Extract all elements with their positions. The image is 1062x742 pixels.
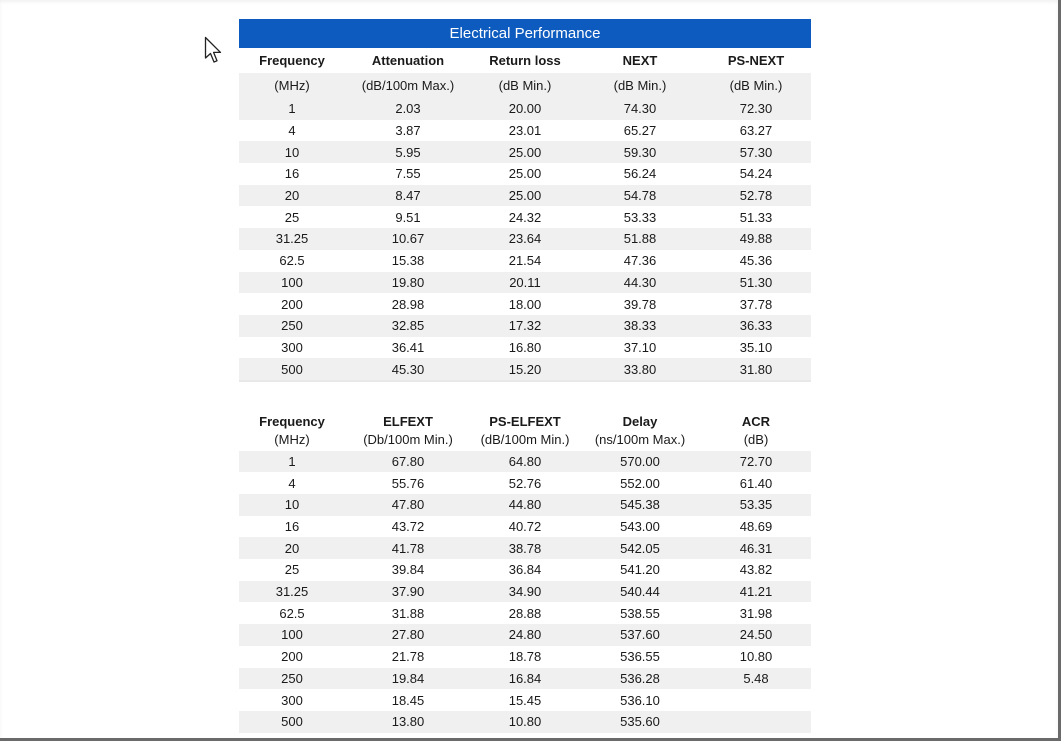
table-cell: 32.85 [345,315,471,337]
column-header: Delay [622,413,658,429]
table-cell: 45.30 [345,358,471,380]
table-cell: 1 [239,451,345,473]
table-cell: 5.48 [701,668,811,690]
unit-label: (dB/100m Min.) [480,432,570,448]
table-cell: 33.80 [579,358,701,380]
table-cell: 31.98 [739,605,773,621]
table-cell: 43.72 [391,519,425,535]
table-cell: 100 [239,272,345,294]
table-cell: 537.60 [579,624,701,646]
table-cell: 43.82 [739,562,773,578]
table-cell: 542.05 [579,537,701,559]
table-cell: 250 [239,668,345,690]
table-cell: 545.38 [579,494,701,516]
units-row [239,429,811,451]
table-cell: 47.36 [623,253,657,269]
table-cell: 300 [281,692,303,708]
column-header: Frequency [259,413,325,429]
table-cell: 8.47 [345,185,471,207]
table-row [239,228,811,250]
table-cell: 21.78 [391,649,425,665]
table-cell: 51.88 [579,228,701,250]
table-row [239,668,811,690]
table-cell: 25.00 [471,185,579,207]
table-cell: 536.55 [620,649,660,665]
table-cell: 19.84 [345,668,471,690]
table-cell: 10.80 [471,711,579,733]
header-row [239,406,811,429]
table-cell: 37.90 [345,581,471,603]
table-row [239,646,811,668]
table-cell: 55.76 [391,475,425,491]
table-cell: 31.88 [391,605,425,621]
table-cell: 54.78 [579,185,701,207]
table-cell: 53.33 [623,209,657,225]
table-cell: 500 [239,711,345,733]
section-title: Electrical Performance [239,19,811,48]
table-row [239,711,811,733]
table-cell: 63.27 [739,123,773,139]
table-cell: 19.80 [345,272,471,294]
unit-label: (dB) [743,432,769,448]
mouse-pointer-icon [204,36,224,66]
units-row [239,73,811,98]
table-cell: 38.78 [471,537,579,559]
table-cell: 24.50 [701,624,811,646]
table-row [239,602,811,624]
table-cell: 16.84 [471,668,579,690]
unit-label: (MHz) [239,73,345,98]
table-cell: 25 [284,562,300,578]
table-cell: 552.00 [620,475,660,491]
table-cell: 25 [284,209,300,225]
table-cell: 53.35 [701,494,811,516]
table-cell: 15.20 [471,358,579,380]
table-cell: 570.00 [579,451,701,473]
table-cell: 18.78 [508,649,542,665]
table-row [239,451,811,473]
table-cell: 23.01 [508,123,542,139]
unit-label: (dB Min.) [579,73,701,98]
table-cell: 51.33 [739,209,773,225]
table-row [239,163,811,185]
table-cell: 500 [239,358,345,380]
table-cell: 16 [284,519,300,535]
table-cell: 200 [281,296,303,312]
table-row [239,315,811,337]
table-cell: 47.80 [345,494,471,516]
table-cell: 540.44 [579,581,701,603]
table-cell: 39.78 [623,296,657,312]
table-cell: 17.32 [471,315,579,337]
table-cell: 9.51 [395,209,421,225]
column-header: NEXT [622,53,658,68]
table-row [239,559,811,581]
table-cell: 38.33 [579,315,701,337]
table-cell: 13.80 [345,711,471,733]
table-row [239,689,811,711]
table-cell: 36.84 [508,562,542,578]
table-cell: 54.24 [739,166,773,182]
table-cell: 41.78 [345,537,471,559]
table-row [239,141,811,163]
table-cell: 52.76 [508,475,542,491]
unit-label: (dB Min.) [471,73,579,98]
table-cell: 3.87 [395,123,421,139]
table-cell: 10.80 [739,649,773,665]
table-cell [701,689,811,711]
table-cell: 27.80 [345,624,471,646]
table-cell: 34.90 [471,581,579,603]
table-cell: 7.55 [395,166,421,182]
table-cell: 16 [284,166,300,182]
table-cell: 31.80 [701,358,811,380]
table-cell: 62.5 [279,605,305,621]
table-cell: 20 [239,185,345,207]
table-cell: 44.30 [579,272,701,294]
table-row [239,98,811,120]
table-cell: 51.30 [701,272,811,294]
table-cell: 21.54 [508,253,542,269]
table-cell: 59.30 [579,141,701,163]
electrical-performance-document [239,19,811,733]
table-row [239,581,811,603]
table-cell: 536.10 [620,692,660,708]
table-row [239,472,811,494]
table-cell: 20.00 [471,98,579,120]
table-row [239,293,811,315]
table-cell: 538.55 [620,605,660,621]
table-cell: 20 [239,537,345,559]
table-cell: 20.11 [471,272,579,294]
unit-label: (ns/100m Max.) [594,432,686,448]
table-cell: 25.00 [471,141,579,163]
table-row [239,206,811,228]
table-cell: 15.38 [391,253,425,269]
table-cell: 36.41 [391,339,425,355]
column-header: ACR [741,413,771,429]
table-cell: 100 [239,624,345,646]
table-row [239,624,811,646]
table-cell: 37.10 [623,339,657,355]
column-header: ELFEXT [383,413,433,429]
table-cell: 56.24 [623,166,657,182]
unit-label: (dB/100m Max.) [345,73,471,98]
spacer [239,381,811,406]
table-cell: 39.84 [391,562,425,578]
table-cell: 44.80 [471,494,579,516]
performance-table [239,48,811,733]
table-cell: 49.88 [701,228,811,250]
table-cell: 62.5 [279,253,305,269]
table-cell: 72.70 [701,451,811,473]
unit-label: (dB Min.) [701,73,811,98]
table-cell [701,711,811,733]
column-header: PS-NEXT [727,53,785,68]
table-cell: 200 [281,649,303,665]
table-cell: 24.80 [471,624,579,646]
table-cell: 64.80 [471,451,579,473]
table-row [239,337,811,359]
table-cell: 16.80 [508,339,542,355]
table-cell: 35.10 [739,339,773,355]
table-cell: 24.32 [508,209,542,225]
table-cell: 40.72 [508,519,542,535]
table-row [239,120,811,142]
unit-label: (MHz) [274,432,310,448]
table-cell: 52.78 [701,185,811,207]
table-cell: 37.78 [739,296,773,312]
unit-label: (Db/100m Min.) [363,432,453,448]
header-row [239,48,811,73]
table-cell: 541.20 [620,562,660,578]
table-cell: 46.31 [701,537,811,559]
table-row [239,516,811,538]
table-cell: 15.45 [508,692,542,708]
column-header: PS-ELFEXT [489,413,561,429]
column-header: Attenuation [371,53,445,68]
table-cell: 18.00 [508,296,542,312]
table-1-body [239,48,811,380]
table-cell: 28.88 [508,605,542,621]
table-cell: 4 [288,123,296,139]
table-cell: 300 [281,339,303,355]
table-cell: 74.30 [579,98,701,120]
table-separator [239,380,811,406]
table-row [239,250,811,272]
table-cell: 31.25 [239,581,345,603]
table-2-body [239,406,811,733]
table-cell: 45.36 [739,253,773,269]
table-cell: 10 [239,141,345,163]
table-cell: 536.28 [579,668,701,690]
table-row [239,272,811,294]
table-cell: 535.60 [579,711,701,733]
column-header: Return loss [489,53,561,68]
table-cell: 543.00 [620,519,660,535]
table-cell: 25.00 [508,166,542,182]
table-cell: 5.95 [345,141,471,163]
table-cell: 250 [239,315,345,337]
table-row [239,358,811,380]
table-cell: 31.25 [239,228,345,250]
table-row [239,494,811,516]
table-cell: 61.40 [739,475,773,491]
table-cell: 1 [239,98,345,120]
table-cell: 67.80 [345,451,471,473]
table-cell: 72.30 [701,98,811,120]
table-cell: 41.21 [701,581,811,603]
table-row [239,185,811,207]
table-cell: 18.45 [391,692,425,708]
table-cell: 4 [288,475,296,491]
table-cell: 57.30 [701,141,811,163]
table-cell: 36.33 [701,315,811,337]
table-cell: 65.27 [623,123,657,139]
table-cell: 28.98 [391,296,425,312]
column-header: Frequency [259,53,325,68]
table-row [239,537,811,559]
table-cell: 10.67 [345,228,471,250]
table-cell: 48.69 [739,519,773,535]
table-cell: 10 [239,494,345,516]
table-cell: 23.64 [471,228,579,250]
table-cell: 2.03 [345,98,471,120]
